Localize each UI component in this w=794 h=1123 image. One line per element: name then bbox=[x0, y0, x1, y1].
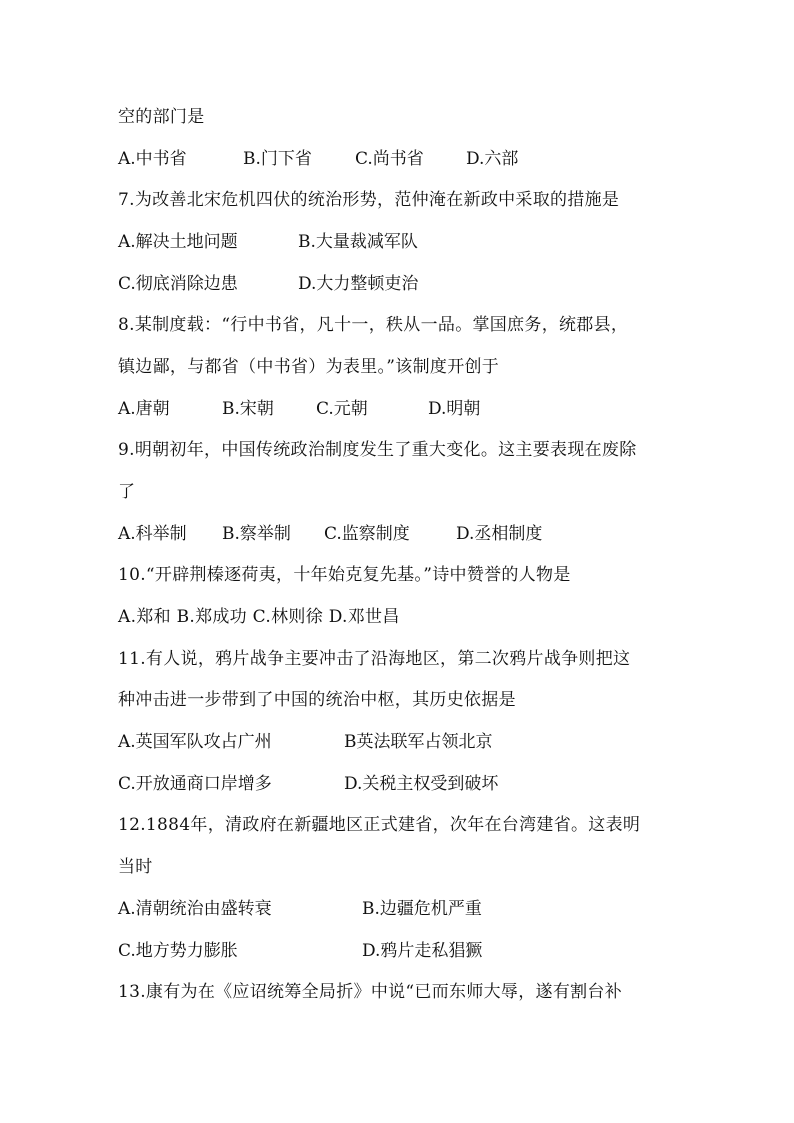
q8-stem-line-2: 镇边鄙，与都省（中书省）为表里。”该制度开创于 bbox=[118, 357, 500, 377]
q12-stem-line-2: 当时 bbox=[118, 857, 153, 877]
option-b: B.边疆危机严重 bbox=[362, 899, 482, 919]
q8-stem-line-1: 8.某制度载：“行中书省，凡十一，秩从一品。掌国庶务，统郡县， bbox=[118, 315, 629, 335]
option-a: A.英国军队攻占广州 bbox=[118, 732, 272, 752]
q13-stem-line-1: 13.康有为在《应诏统筹全局折》中说“已而东师大辱，遂有割台补 bbox=[118, 982, 623, 1002]
option-d: D.丞相制度 bbox=[456, 524, 543, 544]
q7-stem: 7.为改善北宋危机四伏的统治形势，范仲淹在新政中采取的措施是 bbox=[118, 190, 620, 210]
option-c: C.监察制度 bbox=[324, 524, 410, 544]
option-b: B.宋朝 bbox=[222, 399, 274, 419]
option-d: D.明朝 bbox=[428, 399, 481, 419]
option-c: C.元朝 bbox=[316, 399, 368, 419]
option-c: C.尚书省 bbox=[355, 149, 424, 169]
option-a: A.解决土地问题 bbox=[118, 232, 238, 252]
option-b: B.大量裁减军队 bbox=[298, 232, 418, 252]
option-d: D.六部 bbox=[466, 149, 519, 169]
option-c: C.地方势力膨胀 bbox=[118, 941, 238, 961]
q6-stem-continuation: 空的部门是 bbox=[118, 107, 205, 127]
q11-stem-line-2: 种冲击进一步带到了中国的统治中枢，其历史依据是 bbox=[118, 690, 516, 710]
q9-stem-line-2: 了 bbox=[118, 482, 136, 502]
option-d: D.关税主权受到破坏 bbox=[344, 774, 499, 794]
option-a: A.清朝统治由盛转衰 bbox=[118, 899, 272, 919]
option-a: A.中书省 bbox=[118, 149, 187, 169]
option-b: B.察举制 bbox=[222, 524, 291, 544]
option-a: A.唐朝 bbox=[118, 399, 170, 419]
option-b: B英法联军占领北京 bbox=[344, 732, 493, 752]
option-d: D.鸦片走私猖獗 bbox=[362, 941, 483, 961]
option-b: B.门下省 bbox=[243, 149, 312, 169]
q10-options: A.郑和 B.郑成功 C.林则徐 D.邓世昌 bbox=[118, 607, 400, 627]
q12-stem-line-1: 12.1884年，清政府在新疆地区正式建省，次年在台湾建省。这表明 bbox=[118, 815, 641, 835]
option-d: D.大力整顿吏治 bbox=[298, 274, 419, 294]
option-a: A.科举制 bbox=[118, 524, 187, 544]
q9-stem-line-1: 9.明朝初年，中国传统政治制度发生了重大变化。这主要表现在废除 bbox=[118, 440, 637, 460]
q10-stem: 10.“开辟荆榛逐荷夷，十年始克复先基。”诗中赞誉的人物是 bbox=[118, 565, 571, 585]
option-c: C.彻底消除边患 bbox=[118, 274, 238, 294]
q11-stem-line-1: 11.有人说，鸦片战争主要冲击了沿海地区，第二次鸦片战争则把这 bbox=[118, 649, 631, 669]
option-c: C.开放通商口岸增多 bbox=[118, 774, 272, 794]
